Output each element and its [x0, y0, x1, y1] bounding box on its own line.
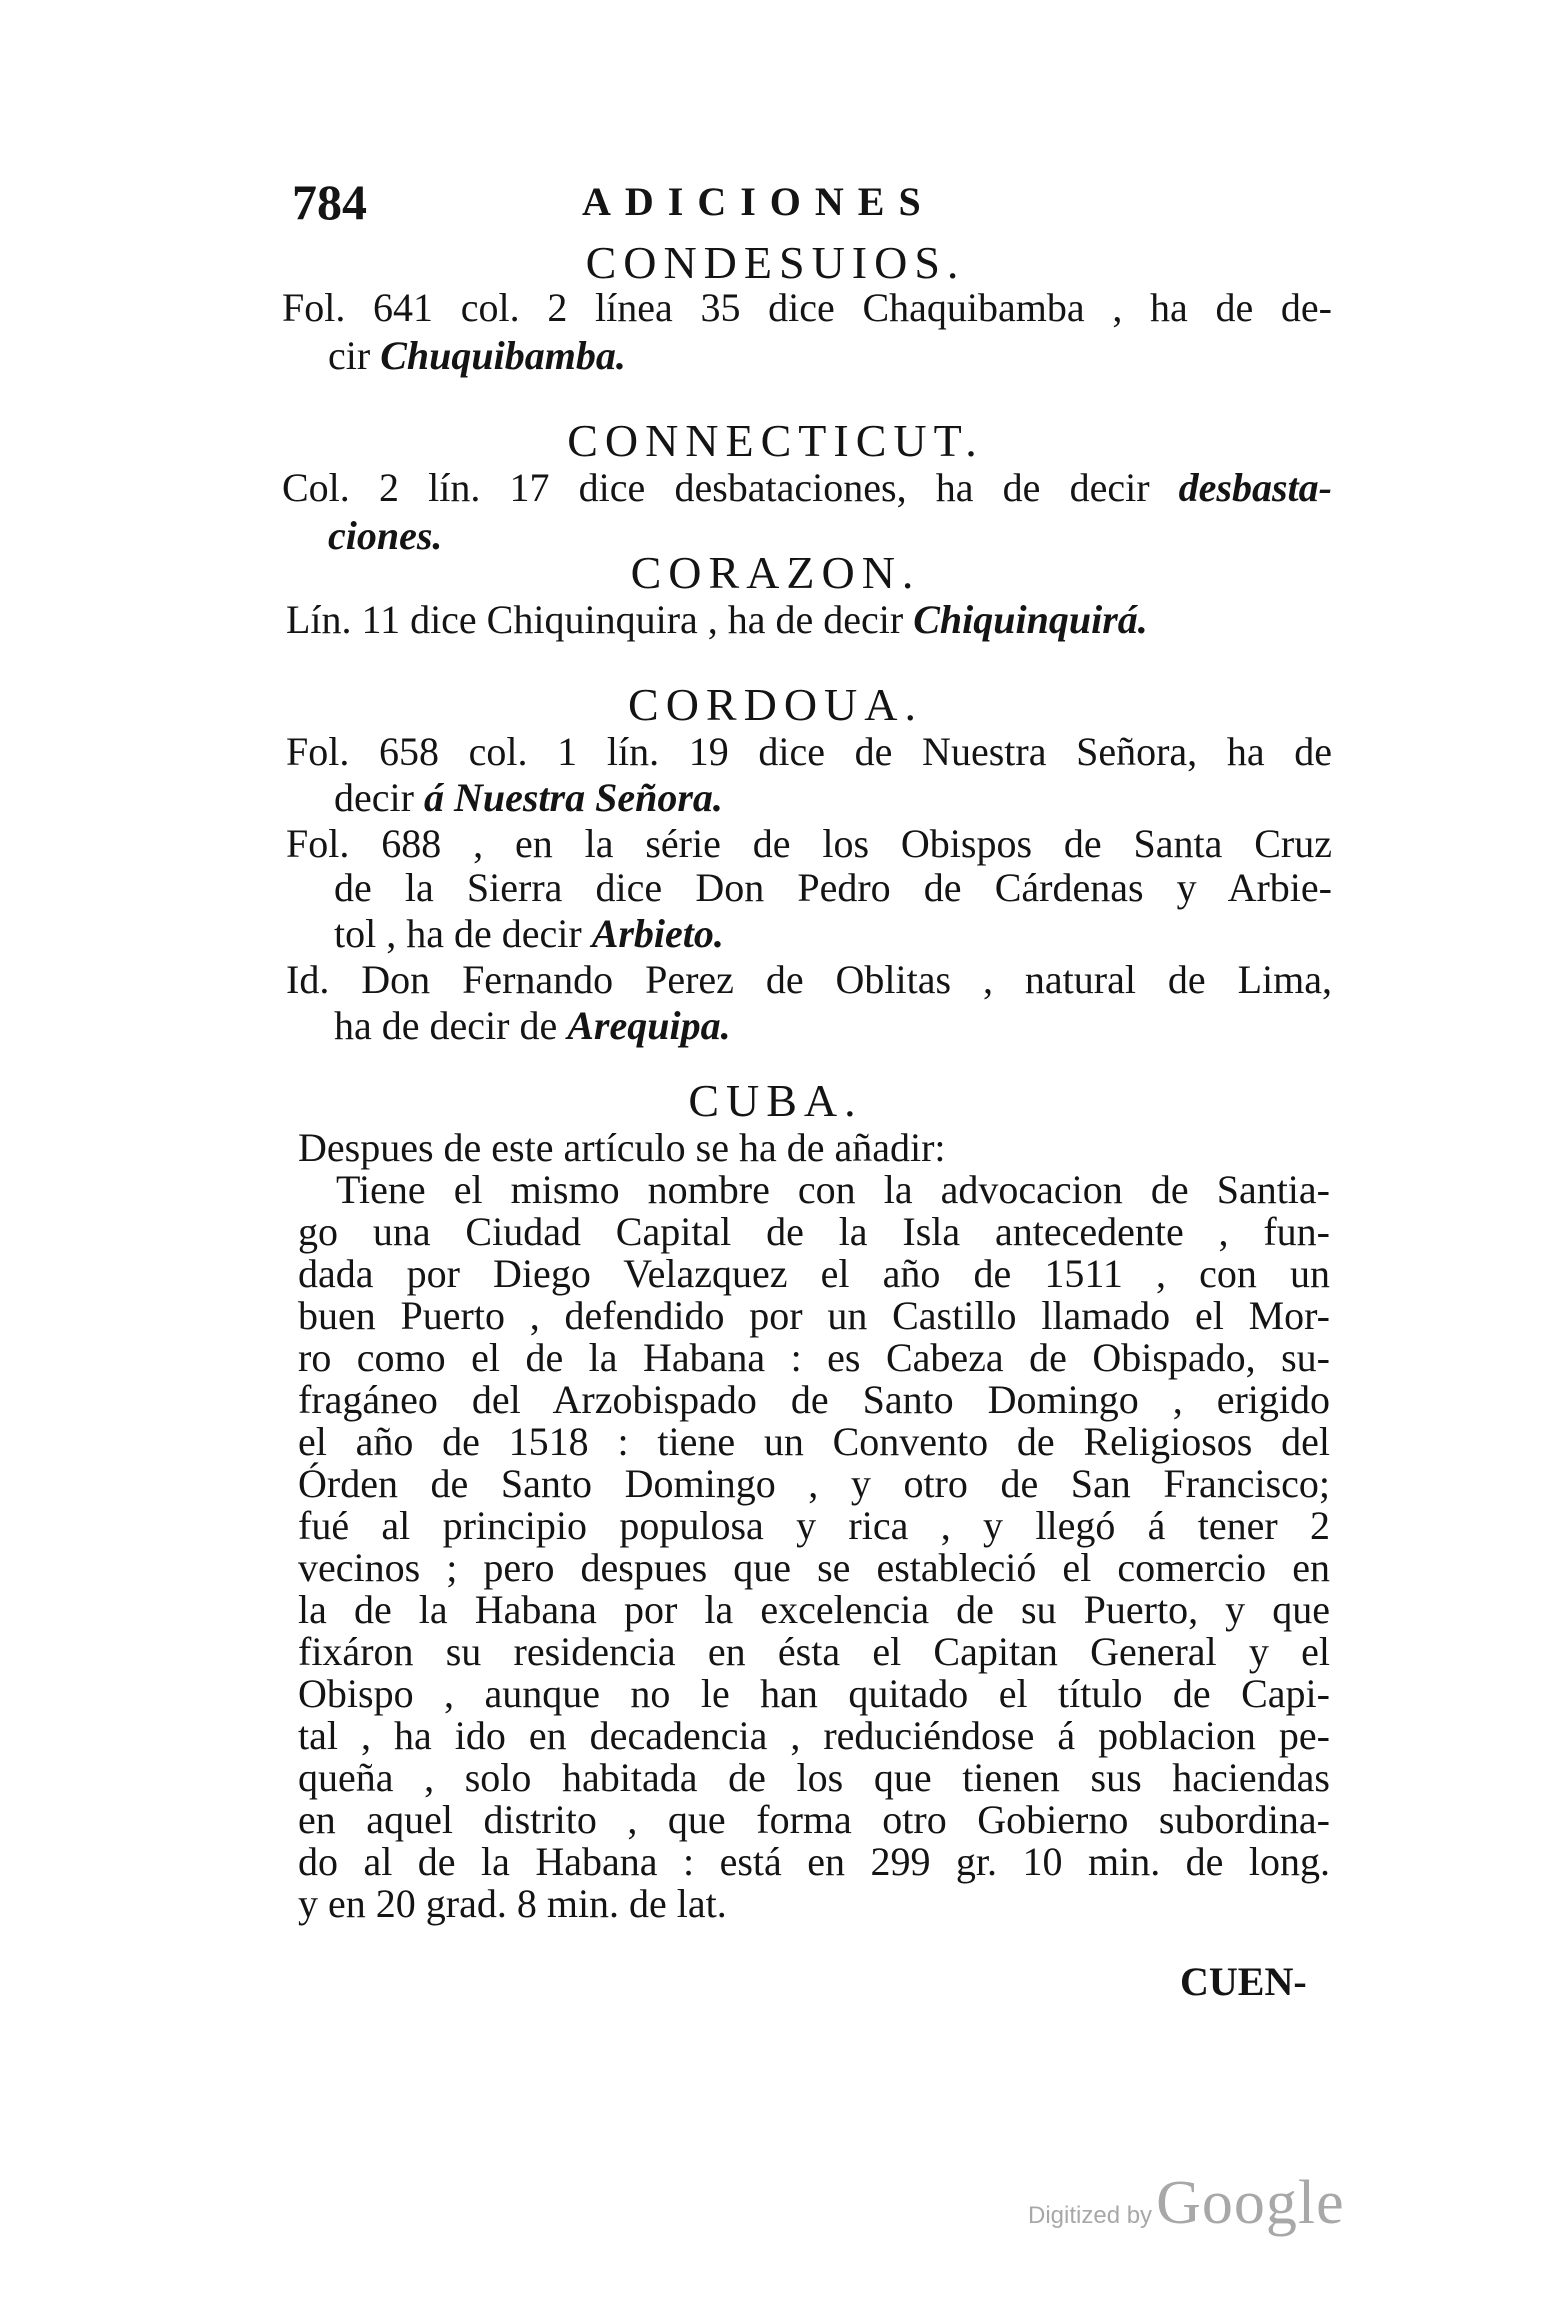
- section-heading-corazon: CORAZON.: [630, 547, 921, 598]
- catchword: CUEN-: [1180, 1959, 1307, 2004]
- text-line: en aquel distrito , que forma otro Gobierno subordina-: [298, 1797, 1330, 1842]
- section-heading-cuba: CUBA.: [688, 1075, 863, 1126]
- section-heading-connecticut: CONNECTICUT.: [567, 415, 984, 466]
- text-line: [334, 912, 724, 956]
- text-line: tal , ha ido en decadencia , reduciéndose á poblacion pe-: [298, 1713, 1330, 1758]
- plain-text: tol , ha de decir: [334, 911, 592, 956]
- text-line: fragáneo del Arzobispado de Santo Domingo , erigido: [298, 1377, 1330, 1422]
- text-line: Obispo , aunque no le han quitado el título de Capi-: [298, 1671, 1330, 1716]
- text-line: Fol. 658 col. 1 lín. 19 dice de Nuestra Señora, ha de: [286, 729, 1332, 774]
- digitized-watermark: [1028, 2168, 1345, 2239]
- text-line: [282, 466, 1332, 510]
- text-line: fixáron su residencia en ésta el Capitan General y el: [298, 1629, 1330, 1674]
- plain-text: ha de decir de: [334, 1003, 568, 1048]
- text-line: [328, 334, 626, 378]
- italic-correction: Chiquinquirá.: [913, 597, 1148, 642]
- italic-correction: desbasta-: [1178, 465, 1332, 510]
- italic-correction: Arbieto.: [591, 911, 724, 956]
- cuba-intro: Despues de este artículo se ha de añadir:: [298, 1125, 946, 1170]
- text-line: dada por Diego Velazquez el año de 1511 , con un: [298, 1251, 1330, 1296]
- google-logo: Google: [1156, 2169, 1345, 2237]
- plain-text: Col. 2 lín. 17 dice desbataciones, ha de decir: [282, 465, 1179, 510]
- text-line: Órden de Santo Domingo , y otro de San Francisco;: [298, 1461, 1330, 1506]
- text-line: vecinos ; pero despues que se estableció el comercio en: [298, 1545, 1330, 1590]
- text-line: de la Sierra dice Don Pedro de Cárdenas y Arbie-: [334, 865, 1332, 910]
- text-line: Fol. 641 col. 2 línea 35 dice Chaquibamba , ha de de-: [282, 285, 1332, 330]
- plain-text: decir: [334, 775, 424, 820]
- italic-correction: á Nuestra Señora.: [423, 775, 723, 820]
- text-line: [334, 776, 723, 820]
- text-line: Id. Don Fernando Perez de Oblitas , natural de Lima,: [286, 957, 1332, 1002]
- text-line: la de la Habana por la excelencia de su Puerto, y que: [298, 1587, 1330, 1632]
- running-head: [292, 172, 1332, 232]
- text-line: el año de 1518 : tiene un Convento de Religiosos del: [298, 1419, 1330, 1464]
- text-line: [334, 1004, 731, 1048]
- text-line: buen Puerto , defendido por un Castillo llamado el Mor-: [298, 1293, 1330, 1338]
- text-line: fué al principio populosa y rica , y llegó á tener 2: [298, 1503, 1330, 1548]
- italic-correction: Arequipa.: [567, 1003, 731, 1048]
- watermark-prefix: Digitized by: [1028, 2202, 1153, 2229]
- running-title: ADICIONES: [582, 179, 935, 224]
- text-line: y en 20 grad. 8 min. de lat.: [298, 1881, 727, 1926]
- italic-correction: Chuquibamba.: [380, 333, 626, 378]
- italic-correction: ciones.: [328, 513, 443, 558]
- section-heading-cordoua: CORDOUA.: [628, 679, 923, 730]
- plain-text: cir: [328, 333, 381, 378]
- text-line: ro como el de la Habana : es Cabeza de Obispado, su-: [298, 1335, 1330, 1380]
- text-line: [286, 598, 1148, 642]
- section-heading-condesuios: CONDESUIOS.: [585, 237, 966, 288]
- plain-text: Lín. 11 dice Chiquinquira , ha de decir: [286, 597, 914, 642]
- text-line: go una Ciudad Capital de la Isla antecedente , fun-: [298, 1209, 1330, 1254]
- text-line: do al de la Habana : está en 299 gr. 10 min. de long.: [298, 1839, 1330, 1884]
- page-number: 784: [292, 174, 367, 230]
- text-line: Fol. 688 , en la série de los Obispos de Santa Cruz: [286, 821, 1332, 866]
- text-line: queña , solo habitada de los que tienen sus haciendas: [298, 1755, 1330, 1800]
- text-line: Tiene el mismo nombre con la advocacion de Santia-: [336, 1167, 1330, 1212]
